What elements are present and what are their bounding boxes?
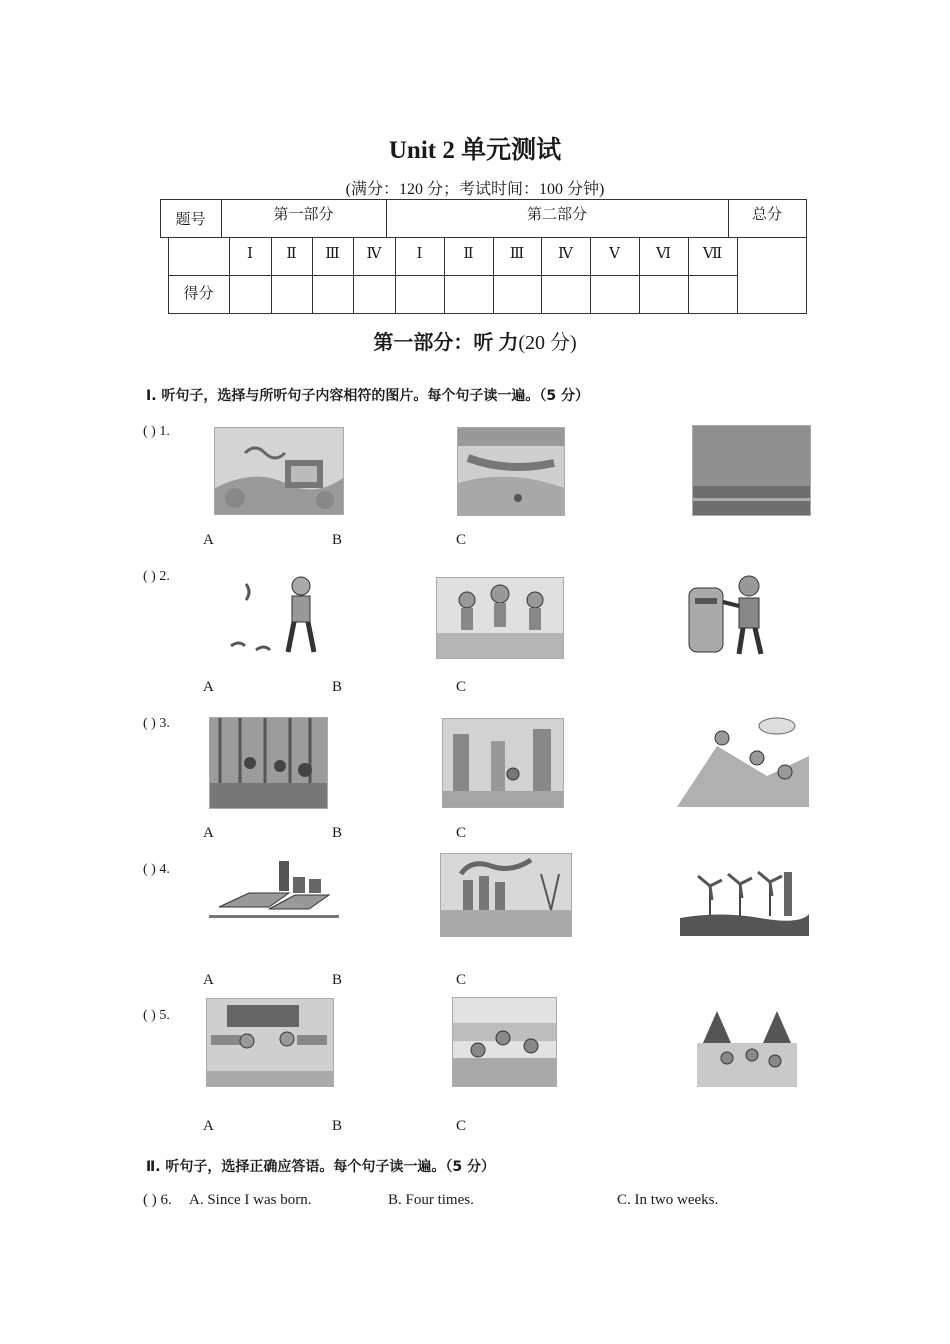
table-header-part2: 第二部分	[526, 207, 587, 223]
part1-col-3: Ⅲ	[325, 246, 340, 262]
cutting-trees-picture	[442, 718, 564, 808]
part2-col-7: Ⅶ	[702, 246, 723, 262]
question-6-option-a: A. Since I was born.	[189, 1192, 312, 1208]
factory-chimneys-picture	[440, 853, 572, 937]
question-6-option-c: C. In two weeks.	[617, 1192, 719, 1208]
part2-col-5: Ⅴ	[609, 246, 620, 262]
option-c-label: C	[456, 532, 467, 548]
table-header-number: 题号	[175, 212, 206, 228]
park-cleaning-picture	[697, 1003, 797, 1087]
part2-col-3: Ⅲ	[509, 246, 525, 262]
option-a-label: A	[203, 679, 214, 695]
part1-col-1: Ⅰ	[247, 246, 253, 262]
part2-col-6: Ⅵ	[655, 246, 672, 262]
part-one-title: 第一部分：听 力(20 分)	[373, 332, 577, 354]
recycling-bin-picture	[687, 572, 778, 657]
table-header-total: 总分	[751, 207, 782, 223]
table-header-part1: 第一部分	[273, 207, 334, 223]
option-a-label: A	[203, 1118, 214, 1134]
option-c-label: C	[456, 972, 467, 988]
part1-col-4: Ⅳ	[366, 246, 382, 262]
question-5-number: ( ) 5.	[143, 1008, 170, 1023]
littering-boy-picture	[226, 574, 323, 657]
part2-col-2: Ⅱ	[463, 246, 474, 262]
wind-turbines-picture	[680, 856, 809, 936]
option-c-label: C	[456, 679, 467, 695]
sandstorm-photo	[692, 425, 811, 516]
beach-cleaning-picture	[452, 997, 557, 1087]
option-b-label: B	[332, 972, 343, 988]
option-b-label: B	[332, 1118, 343, 1134]
page-subtitle: (满分：120 分；考试时间：100 分钟)	[345, 181, 605, 198]
option-c-label: C	[456, 1118, 467, 1134]
question-4-number: ( ) 4.	[143, 862, 170, 877]
question-6-number: ( ) 6.	[143, 1192, 172, 1208]
option-b-label: B	[332, 679, 343, 695]
option-b-label: B	[332, 825, 343, 841]
section1-heading: Ⅰ. 听句子，选择与所听句子内容相符的图片。每个句子读一遍。（5 分）	[146, 388, 590, 404]
option-a-label: A	[203, 972, 214, 988]
question-6-option-b: B. Four times.	[388, 1192, 474, 1208]
classroom-cleaning-picture	[206, 998, 334, 1087]
hiking-picture	[677, 716, 809, 807]
option-b-label: B	[332, 532, 343, 548]
section2-heading: Ⅱ. 听句子，选择正确应答语。每个句子读一遍。（5 分）	[146, 1159, 496, 1175]
question-2-number: ( ) 2.	[143, 569, 170, 584]
tree-planting-photo	[209, 717, 328, 809]
part1-col-2: Ⅱ	[286, 246, 297, 262]
part2-col-4: Ⅳ	[558, 246, 573, 262]
kids-walking-picture	[436, 577, 564, 659]
question-3-number: ( ) 3.	[143, 716, 170, 731]
option-a-label: A	[203, 825, 214, 841]
option-c-label: C	[456, 825, 467, 841]
table-row-score-label: 得分	[183, 286, 214, 302]
question-1-number: ( ) 1.	[143, 424, 170, 439]
river-pollution-picture	[457, 427, 565, 516]
solar-panels-picture	[209, 857, 339, 925]
option-a-label: A	[203, 532, 214, 548]
page-title: Unit 2 单元测试	[388, 137, 562, 164]
traffic-pollution-picture	[214, 427, 344, 515]
part2-col-1: Ⅰ	[416, 246, 423, 262]
